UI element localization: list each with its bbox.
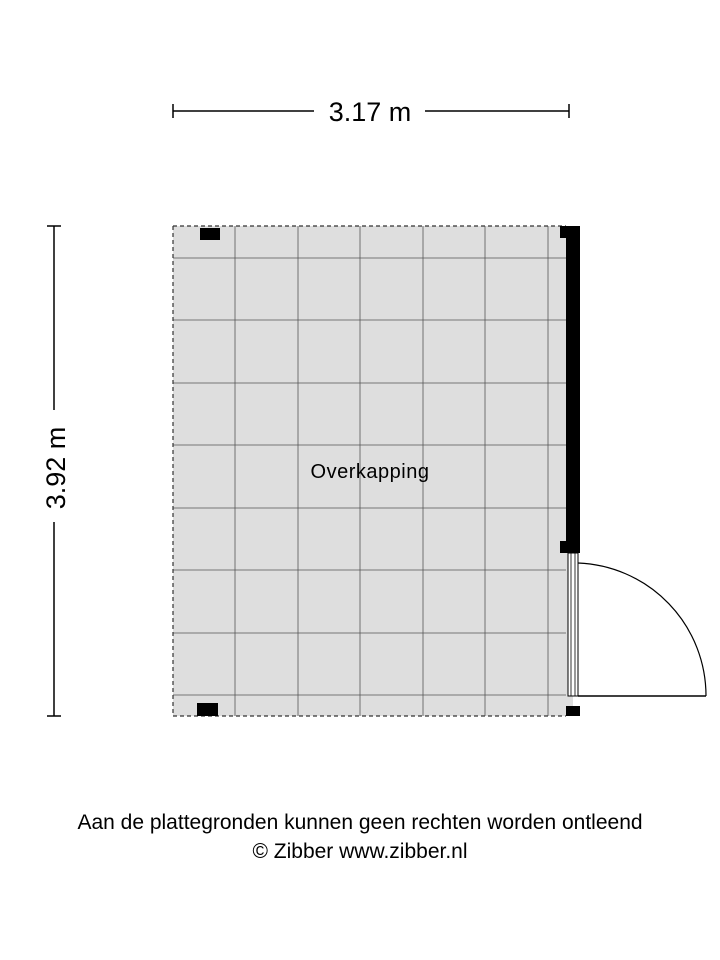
disclaimer-text: Aan de plattegronden kunnen geen rechten worden ontleend [77,811,643,834]
copyright-text: © Zibber www.zibber.nl [252,840,468,863]
door [568,553,706,696]
post-bottom-right [566,706,580,716]
depth-dimension [41,226,71,716]
width-dimension-label: 3.17 m [328,97,412,127]
width-dimension [173,97,569,127]
post-bottom-left [197,703,218,716]
post-top-left [200,228,220,240]
room-name-label: Overkapping [310,461,430,483]
depth-dimension-label: 3.92 m [41,426,71,510]
